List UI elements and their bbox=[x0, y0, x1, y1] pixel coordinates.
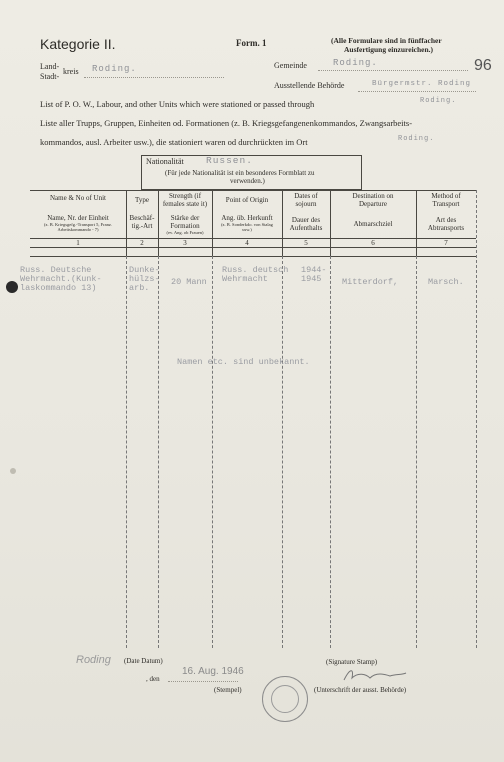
stadt-label: Stadt- bbox=[40, 72, 60, 81]
page-number: 96 bbox=[474, 57, 492, 74]
kreis-dotline bbox=[84, 77, 224, 78]
nationality-label: Nationalität bbox=[146, 157, 184, 166]
behoerde-value: Bürgermstr. Roding bbox=[372, 80, 472, 88]
place-value: Roding bbox=[76, 654, 111, 666]
col7-header-de: Art des Abtransports bbox=[427, 216, 465, 232]
col6-header: Destination on Departure bbox=[352, 192, 394, 208]
col5-header: Dates of sojourn bbox=[294, 192, 318, 208]
col4-header: Point of Origin bbox=[225, 196, 269, 204]
col1-header: Name & No of Unit bbox=[50, 194, 106, 202]
col6-number: 6 bbox=[371, 239, 375, 247]
nationality-value: Russen. bbox=[206, 155, 253, 166]
col6-header-de: Abmarschziel bbox=[353, 220, 393, 228]
punch-hole-bottom bbox=[10, 468, 16, 474]
col5-header-de: Dauer des Aufenthalts bbox=[289, 216, 323, 232]
date-label: (Date Datum) bbox=[124, 657, 163, 665]
col3-number: 3 bbox=[183, 239, 187, 247]
col7-header: Method of Transport bbox=[431, 192, 461, 208]
form-number: Form. 1 bbox=[236, 38, 267, 48]
col7-number: 7 bbox=[444, 239, 448, 247]
col2-number: 2 bbox=[140, 239, 144, 247]
col3-header: Strength (if females state it) bbox=[162, 192, 208, 208]
kreis-label: kreis bbox=[63, 67, 79, 76]
col4-number: 4 bbox=[245, 239, 249, 247]
row-destination: Mitterdorf, bbox=[342, 277, 399, 287]
list-english: List of P. O. W., Labour, and other Units which were stationed or passed through bbox=[40, 99, 315, 109]
official-seal bbox=[262, 676, 308, 722]
behoerde-label: Ausstellende Behörde bbox=[274, 81, 345, 90]
copies-note-line1: (Alle Formulare sind in fünffacher bbox=[331, 36, 442, 45]
row-strength: 20 Mann bbox=[171, 277, 207, 287]
row-unit-name: Russ. Deutsche Wehrmacht.(Kunk- laskommando 13) bbox=[20, 265, 102, 293]
list-german-value: Roding. bbox=[398, 135, 435, 143]
names-unknown-note: Namen etc. sind unbekannt. bbox=[177, 357, 310, 367]
gemeinde-value: Roding. bbox=[333, 58, 378, 68]
col3-header-de: Stärke der Formation (ev. Ang. ob Frauen) bbox=[166, 214, 204, 235]
copies-note-line2: Ausfertigung einzureichen.) bbox=[344, 45, 434, 54]
col1-header-de: Name, Nr. der Einheit (z. B. Kriegsgefg.-Transport 5, Franz. Arbeitskommando - 7) bbox=[44, 214, 112, 232]
category-title: Kategorie II. bbox=[40, 36, 116, 52]
handwritten-signature bbox=[340, 666, 410, 686]
behoerde-dotline bbox=[358, 91, 476, 92]
date-dotline bbox=[168, 681, 238, 682]
gemeinde-dotline bbox=[318, 70, 468, 71]
row-origin: Russ. deutsch Wehrmacht bbox=[222, 265, 289, 284]
col5-number: 5 bbox=[304, 239, 308, 247]
col2-header: Type bbox=[135, 196, 149, 204]
col4-header-de: Ang. üb. Herkunft (z. B. Sonderkdo. von Stalag usw.) bbox=[221, 214, 273, 232]
stamp-label: (Stempel) bbox=[214, 686, 242, 694]
land-label: Land- bbox=[40, 62, 60, 71]
list-german-line1: Liste aller Trupps, Gruppen, Einheiten od. Formationen (z. B. Kriegsgefangenenkommandos, Zwangsarbeits- bbox=[40, 118, 413, 128]
gemeinde-label: Gemeinde bbox=[274, 61, 307, 70]
col1-number: 1 bbox=[76, 239, 80, 247]
nationality-note-line2: verwenden.) bbox=[230, 177, 265, 185]
col2-header-de: Beschäf-tig.-Art bbox=[129, 214, 155, 230]
list-english-value: Roding. bbox=[420, 97, 457, 105]
row-dates: 1944- 1945 bbox=[301, 265, 327, 284]
signature-authority-label: (Unterschrift der ausst. Behörde) bbox=[314, 686, 407, 694]
kreis-value: Roding. bbox=[92, 64, 137, 74]
den-label: , den bbox=[146, 675, 160, 683]
nationality-note-line1: (Für jede Nationalität ist ein besonderes Formblatt zu bbox=[165, 169, 315, 177]
signature-stamp-label: (Signature Stamp) bbox=[326, 658, 378, 666]
row-type: Dunke- hülzs- arb. bbox=[129, 265, 160, 293]
row-transport: Marsch. bbox=[428, 277, 464, 287]
punch-hole-top bbox=[6, 281, 18, 293]
date-value: 16. Aug. 1946 bbox=[182, 666, 244, 677]
list-german-line2: kommandos, ausl. Arbeiter usw.), die stationiert waren od durchrückten im Ort bbox=[40, 137, 308, 147]
